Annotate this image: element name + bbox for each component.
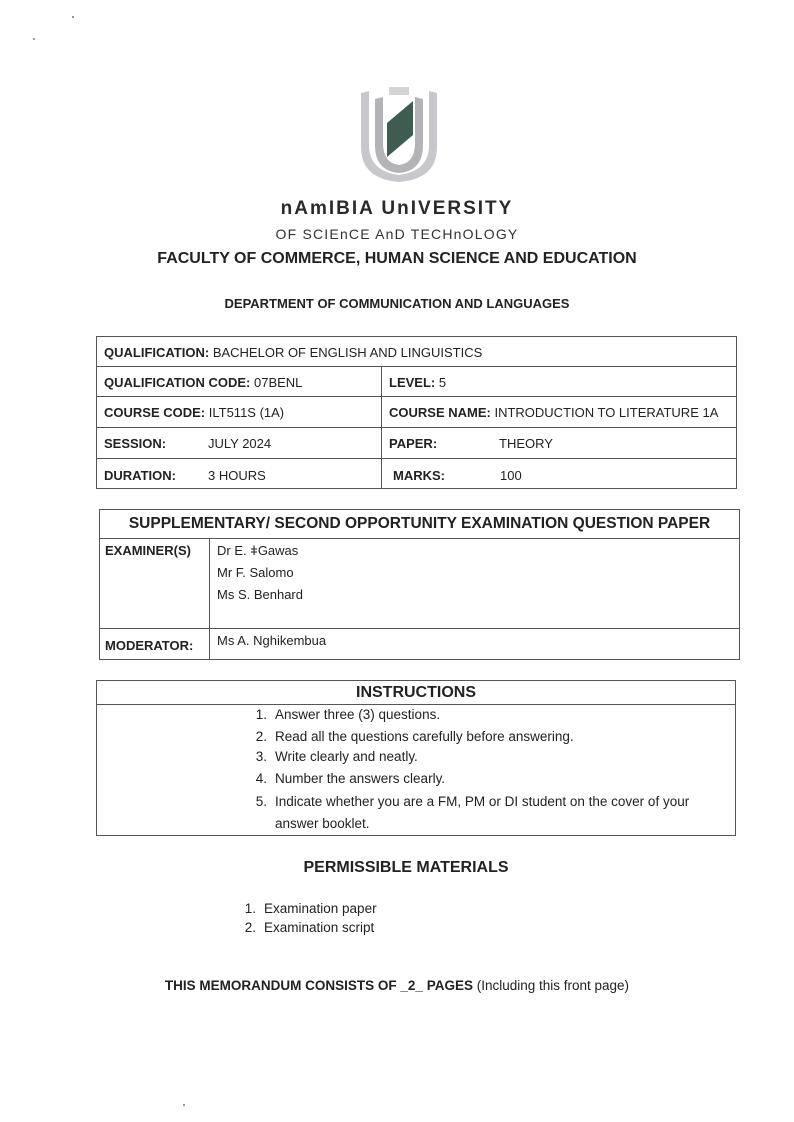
scan-speck bbox=[33, 38, 35, 40]
qualification-code-label: QUALIFICATION CODE: bbox=[104, 375, 251, 390]
university-subtitle: OF SCIEnCE AnD TECHnOLOGY bbox=[275, 226, 519, 242]
paper-value: THEORY bbox=[499, 436, 553, 451]
qualification-value: BACHELOR OF ENGLISH AND LINGUISTICS bbox=[212, 345, 483, 360]
qualification-code-value: 07BENL bbox=[253, 375, 303, 390]
course-code-cell bbox=[104, 405, 284, 420]
moderator-name: Ms A. Nghikembua bbox=[217, 633, 327, 648]
moderator-label: MODERATOR: bbox=[105, 638, 194, 653]
instruction-item: 3. Write clearly and neatly. bbox=[255, 749, 418, 764]
department-title: DEPARTMENT OF COMMUNICATION AND LANGUAGES bbox=[224, 296, 570, 311]
permissible-materials-title: PERMISSIBLE MATERIALS bbox=[303, 859, 509, 876]
course-info-table bbox=[96, 336, 737, 489]
instruction-item: 4. Number the answers clearly. bbox=[255, 771, 446, 786]
examiner-name: Mr F. Salomo bbox=[217, 565, 294, 580]
qualification-cell bbox=[104, 345, 482, 360]
course-code-label: COURSE CODE: bbox=[104, 405, 206, 420]
duration-label: DURATION: bbox=[104, 468, 176, 483]
qualification-label: QUALIFICATION: bbox=[104, 345, 210, 360]
material-item: 2. Examination script bbox=[244, 920, 375, 935]
qualification-code-cell bbox=[104, 375, 302, 390]
university-name: nAmIBIA UnIVERSITY bbox=[280, 198, 514, 219]
faculty-title: FACULTY OF COMMERCE, HUMAN SCIENCE AND EDUCATION bbox=[157, 250, 637, 267]
course-code-value: ILT511S (1A) bbox=[208, 405, 285, 420]
level-value: 5 bbox=[438, 375, 447, 390]
level-cell bbox=[389, 375, 446, 390]
instruction-item: 2. Read all the questions carefully before answering. bbox=[255, 729, 574, 744]
exam-paper-title: SUPPLEMENTARY/ SECOND OPPORTUNITY EXAMINATION QUESTION PAPER bbox=[128, 515, 711, 532]
scan-speck bbox=[183, 1104, 185, 1106]
level-label: LEVEL: bbox=[389, 375, 436, 390]
exam-details-box bbox=[99, 509, 740, 660]
page-count-normal: (Including this front page) bbox=[472, 978, 630, 993]
session-label: SESSION: bbox=[104, 436, 167, 451]
duration-value: 3 HOURS bbox=[208, 468, 266, 483]
examiners-label: EXAMINER(S) bbox=[105, 543, 191, 558]
instruction-item-continuation: answer booklet. bbox=[275, 816, 370, 831]
university-logo bbox=[357, 85, 441, 183]
instructions-title: INSTRUCTIONS bbox=[356, 684, 476, 701]
paper-label: PAPER: bbox=[389, 436, 438, 451]
marks-label: MARKS: bbox=[393, 468, 445, 483]
page-count-note bbox=[0, 978, 794, 993]
course-name-value: INTRODUCTION TO LITERATURE 1A bbox=[494, 405, 719, 420]
marks-value: 100 bbox=[500, 468, 522, 483]
session-value: JULY 2024 bbox=[208, 436, 272, 451]
course-name-cell bbox=[389, 405, 718, 420]
material-item: 1. Examination paper bbox=[244, 901, 377, 916]
instruction-item: 5. Indicate whether you are a FM, PM or DI student on the cover of your bbox=[255, 794, 690, 809]
scan-speck bbox=[72, 16, 74, 18]
instructions-box bbox=[96, 680, 736, 836]
instruction-item: 1. Answer three (3) questions. bbox=[255, 707, 441, 722]
examiner-name: Ms S. Benhard bbox=[217, 587, 303, 602]
examiner-name: Dr E. ǂGawas bbox=[217, 543, 299, 558]
page-count-bold: THIS MEMORANDUM CONSISTS OF _2_ PAGES bbox=[164, 978, 473, 993]
course-name-label: COURSE NAME: bbox=[389, 405, 491, 420]
